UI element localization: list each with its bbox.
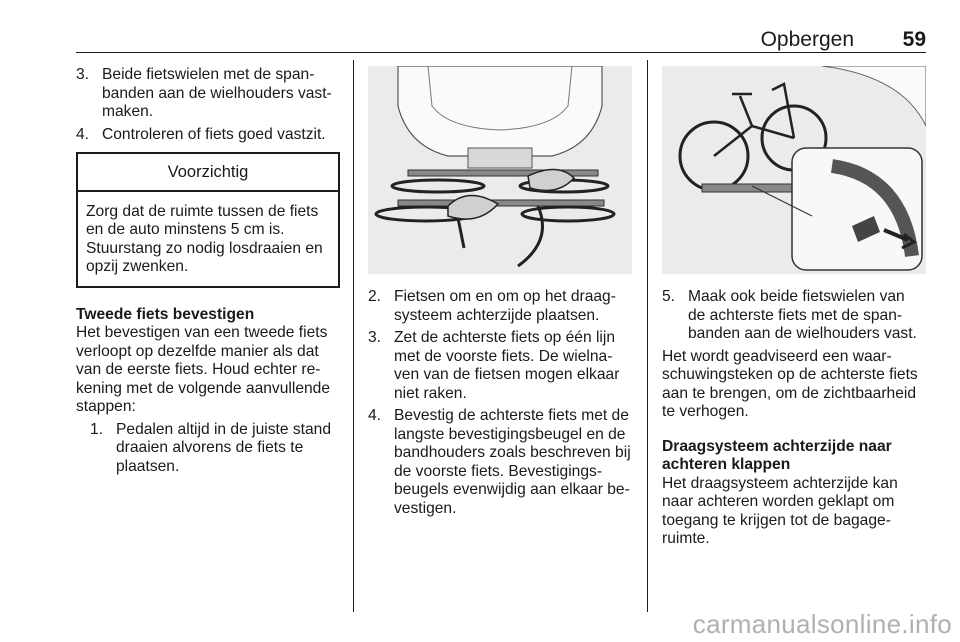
paragraph: Het wordt geadviseerd een waarschuwingsteken op de achterste fiets aan te brengen, om de zichtbaarheid te verhogen. — [662, 347, 918, 420]
page-number: 59 — [902, 28, 926, 51]
section-heading: Tweede fiets bevestigen — [76, 305, 255, 323]
column-1 — [76, 66, 340, 480]
list-item: 3. Beide fietswielen met de spanbanden aan de wielhouders vastmaken. — [76, 66, 332, 120]
section-heading: Draagsysteem achterzijde naar achteren klappen — [662, 437, 892, 473]
list-item: 3. Zet de achterste fiets op één lijn met de voorste fiets. De wielnaven van de fietsen mogen elkaar niet raken. — [368, 329, 620, 402]
paragraph: Het draagsysteem achterzijde kan naar achteren worden geklapt om toegang te krijgen tot de bagageruimte. — [662, 474, 898, 547]
caution-text: Zorg dat de ruimte tussen de fiets en de auto minstens 5 cm is. Stuurstang zo nodig losdraaien en opzij zwenken. — [86, 202, 323, 275]
list-item: 2. Fietsen om en om op het draagsysteem achterzijde plaatsen. — [368, 288, 616, 324]
watermark: carmanualsonline.info — [692, 609, 952, 639]
caution-title: Voorzichtig — [78, 154, 338, 192]
paragraph: Het bevestigen van een tweede fiets verloopt op dezelfde manier als dat van de eerste fiets. Houd echter rekening met de volgende aanvullende stappen: — [76, 324, 331, 415]
list-item: 4. Bevestig de achterste fiets met de langste bevestigingsbeugel en de bandhouders zoals beschreven bij de voorste fiets. Bevestigingsbeugels evenwijdig aan elkaar bevestigen. — [368, 407, 631, 517]
column-divider — [353, 60, 354, 612]
page-header — [76, 22, 926, 50]
list-item: 1. Pedalen altijd in de juiste stand draaien alvorens de fiets te plaatsen. — [90, 420, 331, 475]
column-divider — [647, 60, 648, 612]
bike-strap-detail-figure — [662, 66, 926, 274]
list-item: 4. Controleren of fiets goed vastzit. — [76, 125, 326, 143]
list-item: 5. Maak ook beide fietswielen van de achterste fiets met de spanbanden aan de wielhouders vast. — [662, 288, 917, 342]
header-rule — [76, 52, 926, 53]
bike-carrier-top-view-figure — [368, 66, 632, 274]
page-title: Opbergen — [760, 28, 854, 51]
caution-box — [76, 152, 340, 288]
column-2 — [368, 66, 632, 522]
column-3 — [662, 66, 926, 565]
